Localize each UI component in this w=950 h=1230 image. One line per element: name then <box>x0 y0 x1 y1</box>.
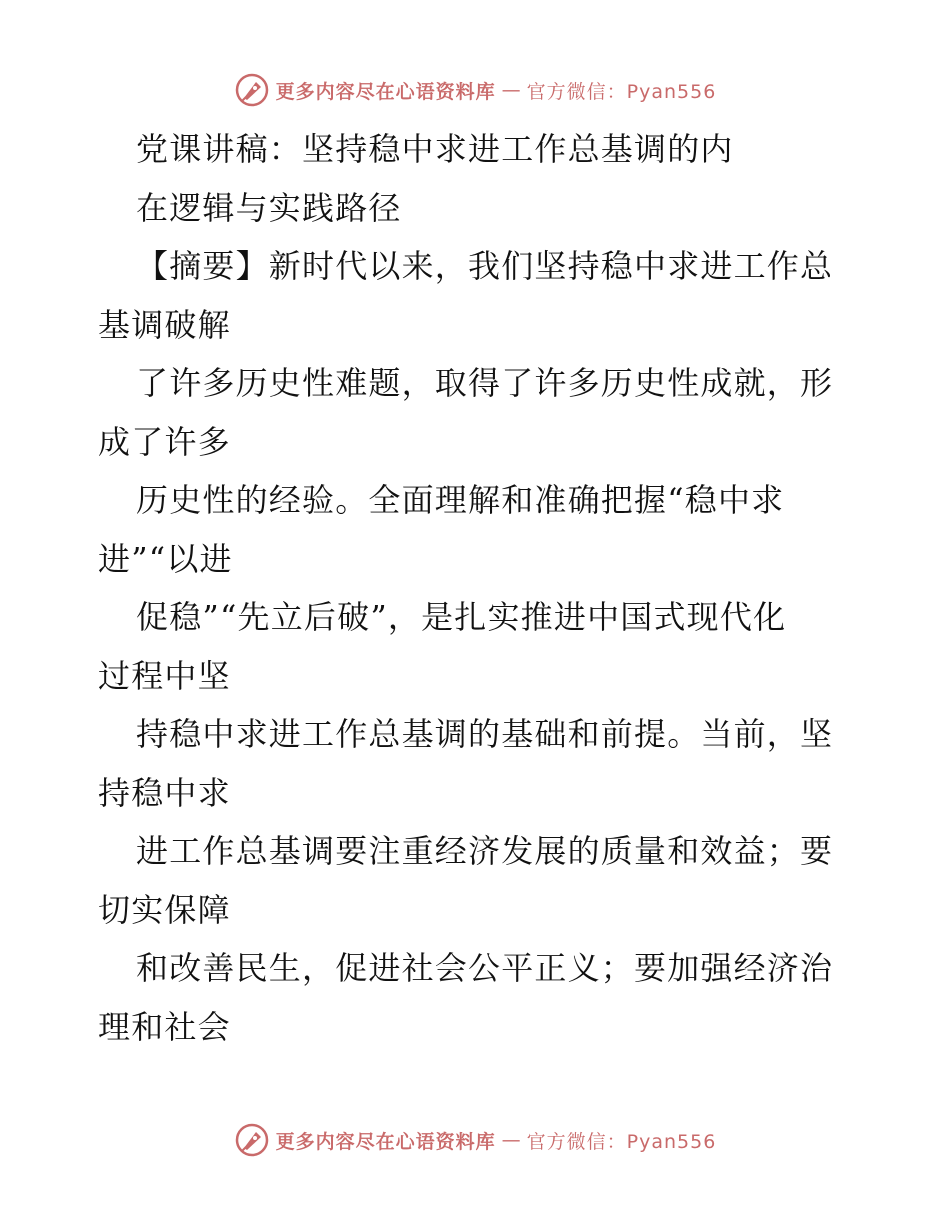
title-line-1: 党课讲稿：坚持稳中求进工作总基调的内 <box>136 130 734 168</box>
body-line: 成了许多 <box>98 422 231 461</box>
body-line: 进”“以进 <box>98 539 233 578</box>
body-line: 促稳”“先立后破”，是扎实推进中国式现代化 <box>136 598 787 636</box>
pen-nib-logo-icon <box>234 72 270 108</box>
watermark-brand: 更多内容尽在心语资料库 <box>275 1130 496 1153</box>
body-line: 和改善民生，促进社会公平正义；要加强经济治 <box>136 949 834 987</box>
body-line: 理和社会 <box>98 1007 231 1046</box>
body-line: 历史性的经验。全面理解和准确把握“稳中求 <box>136 481 785 519</box>
pen-nib-logo-icon <box>234 1122 270 1158</box>
watermark-wechat: 官方微信：Pyan556 <box>526 80 717 103</box>
body-line: 进工作总基调要注重经济发展的质量和效益；要 <box>136 832 834 870</box>
watermark-brand: 更多内容尽在心语资料库 <box>275 80 496 103</box>
footer-watermark <box>0 1120 950 1160</box>
body-line: 切实保障 <box>98 890 231 929</box>
body-line: 了许多历史性难题，取得了许多历史性成就，形 <box>136 364 834 402</box>
header-watermark <box>0 70 950 110</box>
document-body <box>98 120 858 1056</box>
body-line: 持稳中求进工作总基调的基础和前提。当前，坚 <box>136 715 834 753</box>
abstract-line: 【摘要】新时代以来，我们坚持稳中求进工作总 <box>136 247 834 285</box>
watermark-separator: — <box>501 79 521 101</box>
title-line-2: 在逻辑与实践路径 <box>136 188 402 227</box>
body-line: 基调破解 <box>98 305 231 344</box>
body-line: 过程中坚 <box>98 656 231 695</box>
watermark-separator: — <box>501 1129 521 1151</box>
watermark-wechat: 官方微信：Pyan556 <box>526 1130 717 1153</box>
body-line: 持稳中求 <box>98 773 231 812</box>
